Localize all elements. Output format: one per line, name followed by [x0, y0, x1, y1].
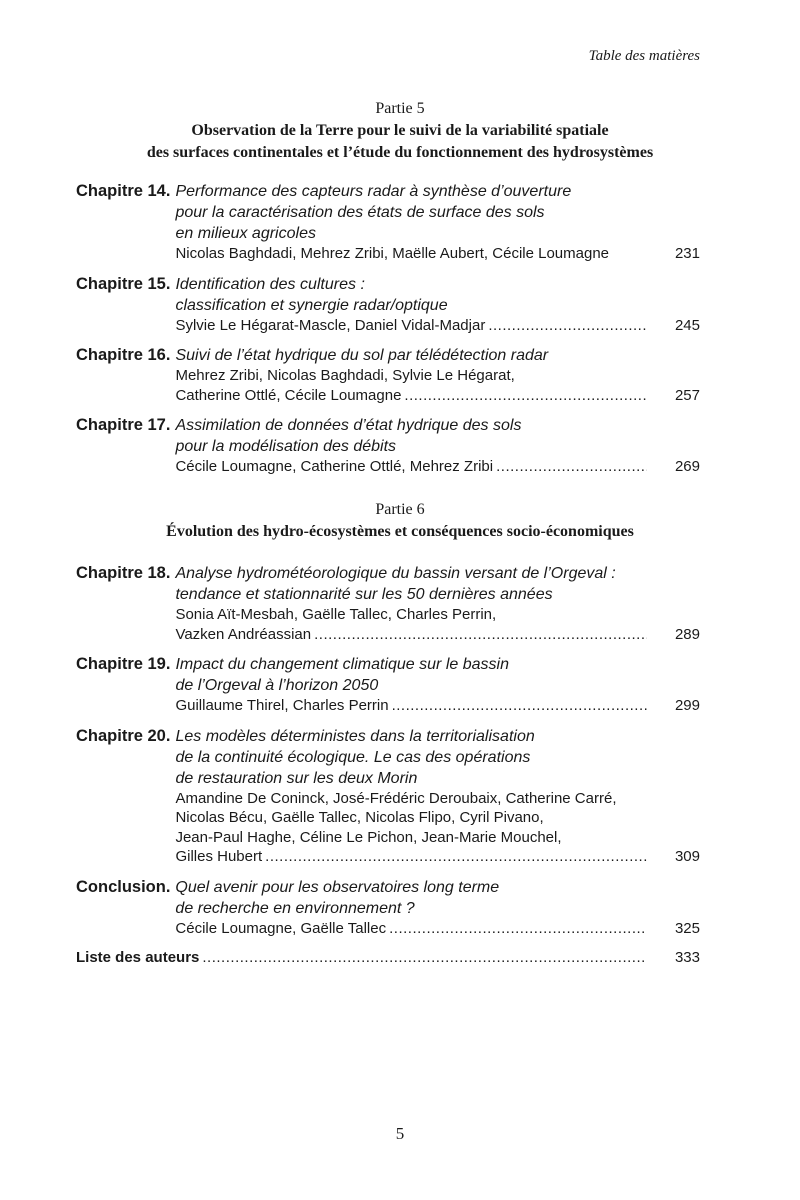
- chapter-authors-line: Jean-Paul Haghe, Céline Le Pichon, Jean-Marie Mouchel,: [175, 828, 562, 846]
- chapter-authors-leader-line: [175, 696, 700, 716]
- chapter-title-line: Performance des capteurs radar à synthèse d’ouverture: [175, 183, 572, 200]
- chapter-authors-leader-line: [175, 919, 700, 939]
- chapter-authors-line: Gilles Hubert: [175, 848, 263, 865]
- toc-entry: [76, 654, 700, 716]
- chapter-label: Chapitre 17.: [76, 416, 171, 434]
- chapter-authors-line: Catherine Ottlé, Cécile Loumagne: [175, 386, 402, 404]
- chapter-label: Chapitre 18.: [76, 564, 171, 582]
- chapter-authors-leader-line: [175, 244, 700, 264]
- chapter-title-line: tendance et stationnarité sur les 50 dernières années: [175, 586, 553, 603]
- toc-entry: [76, 415, 700, 477]
- chapter-authors-leader-line: [175, 625, 700, 645]
- running-title: Table des matières: [588, 48, 700, 64]
- chapter-title-line: de la continuité écologique. Le cas des opérations: [175, 748, 531, 766]
- authors-list-label: Liste des auteurs: [76, 949, 200, 966]
- chapter-authors-line: Cécile Loumagne, Catherine Ottlé, Mehrez Zribi: [175, 458, 494, 475]
- chapter-authors-line: Nicolas Bécu, Gaëlle Tallec, Nicolas Flipo, Cyril Pivano,: [175, 809, 544, 826]
- chapter-label: Conclusion.: [76, 877, 171, 896]
- chapter-authors-line: Sylvie Le Hégarat-Mascle, Daniel Vidal-Madjar: [175, 316, 486, 334]
- chapter-body: [175, 877, 700, 939]
- chapter-title-line: en milieux agricoles: [175, 225, 316, 242]
- chapter-title-line: pour la modélisation des débits: [175, 438, 397, 455]
- chapter-page-number: 289: [674, 625, 700, 643]
- page-number: 5: [395, 1124, 405, 1143]
- chapter-authors-leader-line: [175, 457, 700, 477]
- chapter-title-line: Impact du changement climatique sur le bassin: [175, 656, 509, 673]
- chapter-authors-line: Mehrez Zribi, Nicolas Baghdadi, Sylvie Le Hégarat,: [175, 367, 515, 384]
- dot-leader: [496, 457, 647, 477]
- part-5-chapter-list: [76, 181, 700, 487]
- toc-entry: [76, 877, 700, 939]
- authors-list-page-number: 333: [674, 949, 700, 966]
- part-5-title-line: Observation de la Terre pour le suivi de la variabilité spatiale: [191, 122, 609, 139]
- part-5-number: Partie 5: [375, 100, 425, 117]
- chapter-title-line: Suivi de l’état hydrique du sol par télédétection radar: [175, 347, 549, 364]
- chapter-page-number: 269: [674, 458, 700, 475]
- part-6-chapter-list: [76, 563, 700, 968]
- toc-entry: [76, 345, 700, 405]
- chapter-body: [175, 563, 700, 644]
- dot-leader: [389, 919, 647, 939]
- chapter-title-line: Analyse hydrométéorologique du bassin versant de l’Orgeval :: [175, 565, 616, 582]
- dot-leader: [488, 316, 647, 336]
- chapter-title-line: Identification des cultures :: [175, 275, 365, 293]
- toc-entry: [76, 563, 700, 644]
- chapter-authors-line: Vazken Andréassian: [175, 625, 312, 643]
- chapter-body: [175, 654, 700, 716]
- chapter-title-line: de recherche en environnement ?: [175, 899, 415, 917]
- chapter-body: [175, 345, 700, 405]
- chapter-authors-line: Sonia Aït-Mesbah, Gaëlle Tallec, Charles Perrin,: [175, 606, 497, 623]
- dot-leader: [314, 625, 647, 645]
- chapter-authors-leader-line: [175, 316, 700, 336]
- toc-entry: [76, 181, 700, 264]
- chapter-body: [175, 181, 700, 264]
- part-6-number: Partie 6: [375, 501, 425, 518]
- chapter-authors-line: Nicolas Baghdadi, Mehrez Zribi, Maëlle Aubert, Cécile Loumagne: [175, 245, 610, 262]
- part-6-heading: [0, 499, 800, 543]
- dot-leader: [265, 847, 647, 867]
- toc-entry: [76, 726, 700, 867]
- chapter-page-number: 325: [674, 919, 700, 937]
- dot-leader: [404, 386, 647, 406]
- toc-entry-authors-list: [76, 948, 700, 968]
- chapter-body: [175, 274, 700, 336]
- chapter-title-line: Quel avenir pour les observatoires long terme: [175, 878, 500, 896]
- part-6-title-line: Évolution des hydro-écosystèmes et conséquences socio-économiques: [166, 523, 634, 540]
- chapter-label: Chapitre 20.: [76, 726, 171, 745]
- chapter-title-line: de l’Orgeval à l’horizon 2050: [175, 677, 379, 694]
- chapter-page-number: 231: [674, 245, 700, 262]
- chapter-title-line: de restauration sur les deux Morin: [175, 769, 418, 787]
- chapter-page-number: 257: [674, 386, 700, 404]
- chapter-title-line: classification et synergie radar/optique: [175, 296, 448, 314]
- chapter-authors-line: Guillaume Thirel, Charles Perrin: [175, 697, 389, 714]
- chapter-title-line: Les modèles déterministes dans la territorialisation: [175, 727, 535, 745]
- chapter-label: Chapitre 15.: [76, 274, 171, 293]
- chapter-authors-leader-line: [175, 847, 700, 867]
- chapter-title-line: pour la caractérisation des états de surface des sols: [175, 204, 545, 221]
- toc-entry: [76, 274, 700, 336]
- chapter-label: Chapitre 14.: [76, 182, 171, 200]
- chapter-page-number: 245: [674, 316, 700, 334]
- part-5-title-line: des surfaces continentales et l’étude du fonctionnement des hydrosystèmes: [146, 144, 654, 161]
- chapter-authors-line: Cécile Loumagne, Gaëlle Tallec: [175, 919, 387, 937]
- dot-leader: [392, 696, 647, 716]
- chapter-title-line: Assimilation de données d’état hydrique des sols: [175, 417, 522, 434]
- chapter-label: Chapitre 19.: [76, 655, 171, 673]
- chapter-label: Chapitre 16.: [76, 346, 171, 364]
- chapter-body: [175, 415, 700, 477]
- chapter-body: [175, 726, 700, 867]
- dot-leader: [202, 948, 647, 968]
- chapter-page-number: 309: [674, 848, 700, 865]
- part-5-heading: [0, 98, 800, 164]
- chapter-page-number: 299: [674, 697, 700, 714]
- chapter-authors-line: Amandine De Coninck, José-Frédéric Deroubaix, Catherine Carré,: [175, 789, 617, 807]
- chapter-authors-leader-line: [175, 386, 700, 406]
